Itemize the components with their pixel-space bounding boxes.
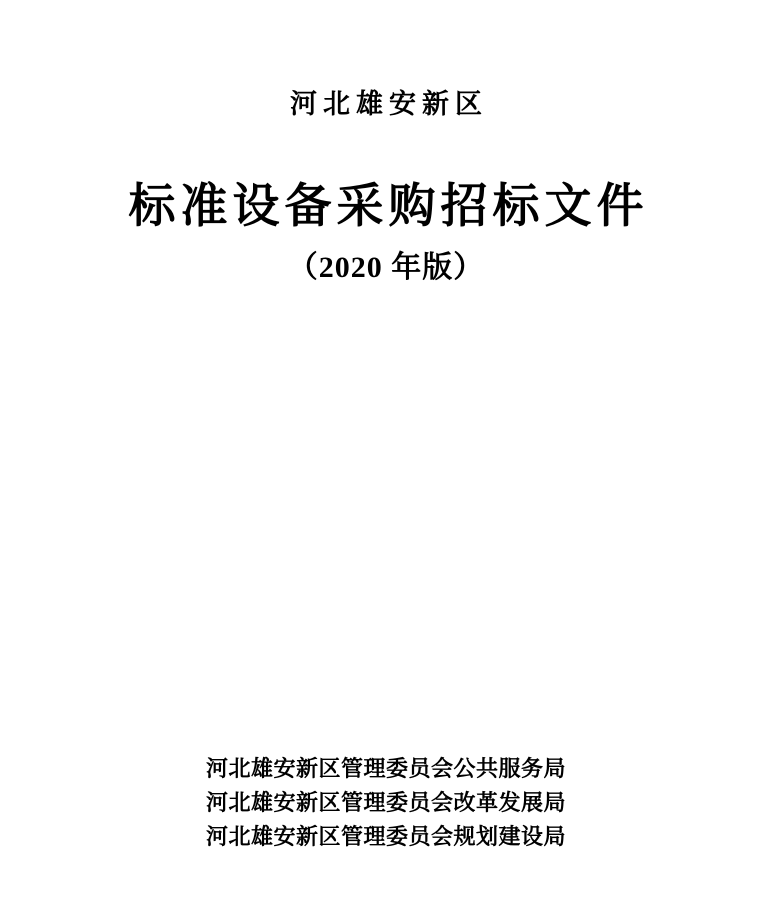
issuer-line-1: 河北雄安新区管理委员会公共服务局 — [205, 756, 566, 781]
issuer-block — [0, 752, 772, 854]
page-title: 标准设备采购招标文件 — [128, 181, 649, 233]
cover-subtitle-edition: （2020 年版） — [287, 251, 485, 284]
issuer-line-3: 河北雄安新区管理委员会规划建设局 — [205, 824, 566, 849]
cover-header-region: 河北雄安新区 — [290, 89, 488, 119]
issuer-line-2: 河北雄安新区管理委员会改革发展局 — [205, 790, 566, 815]
